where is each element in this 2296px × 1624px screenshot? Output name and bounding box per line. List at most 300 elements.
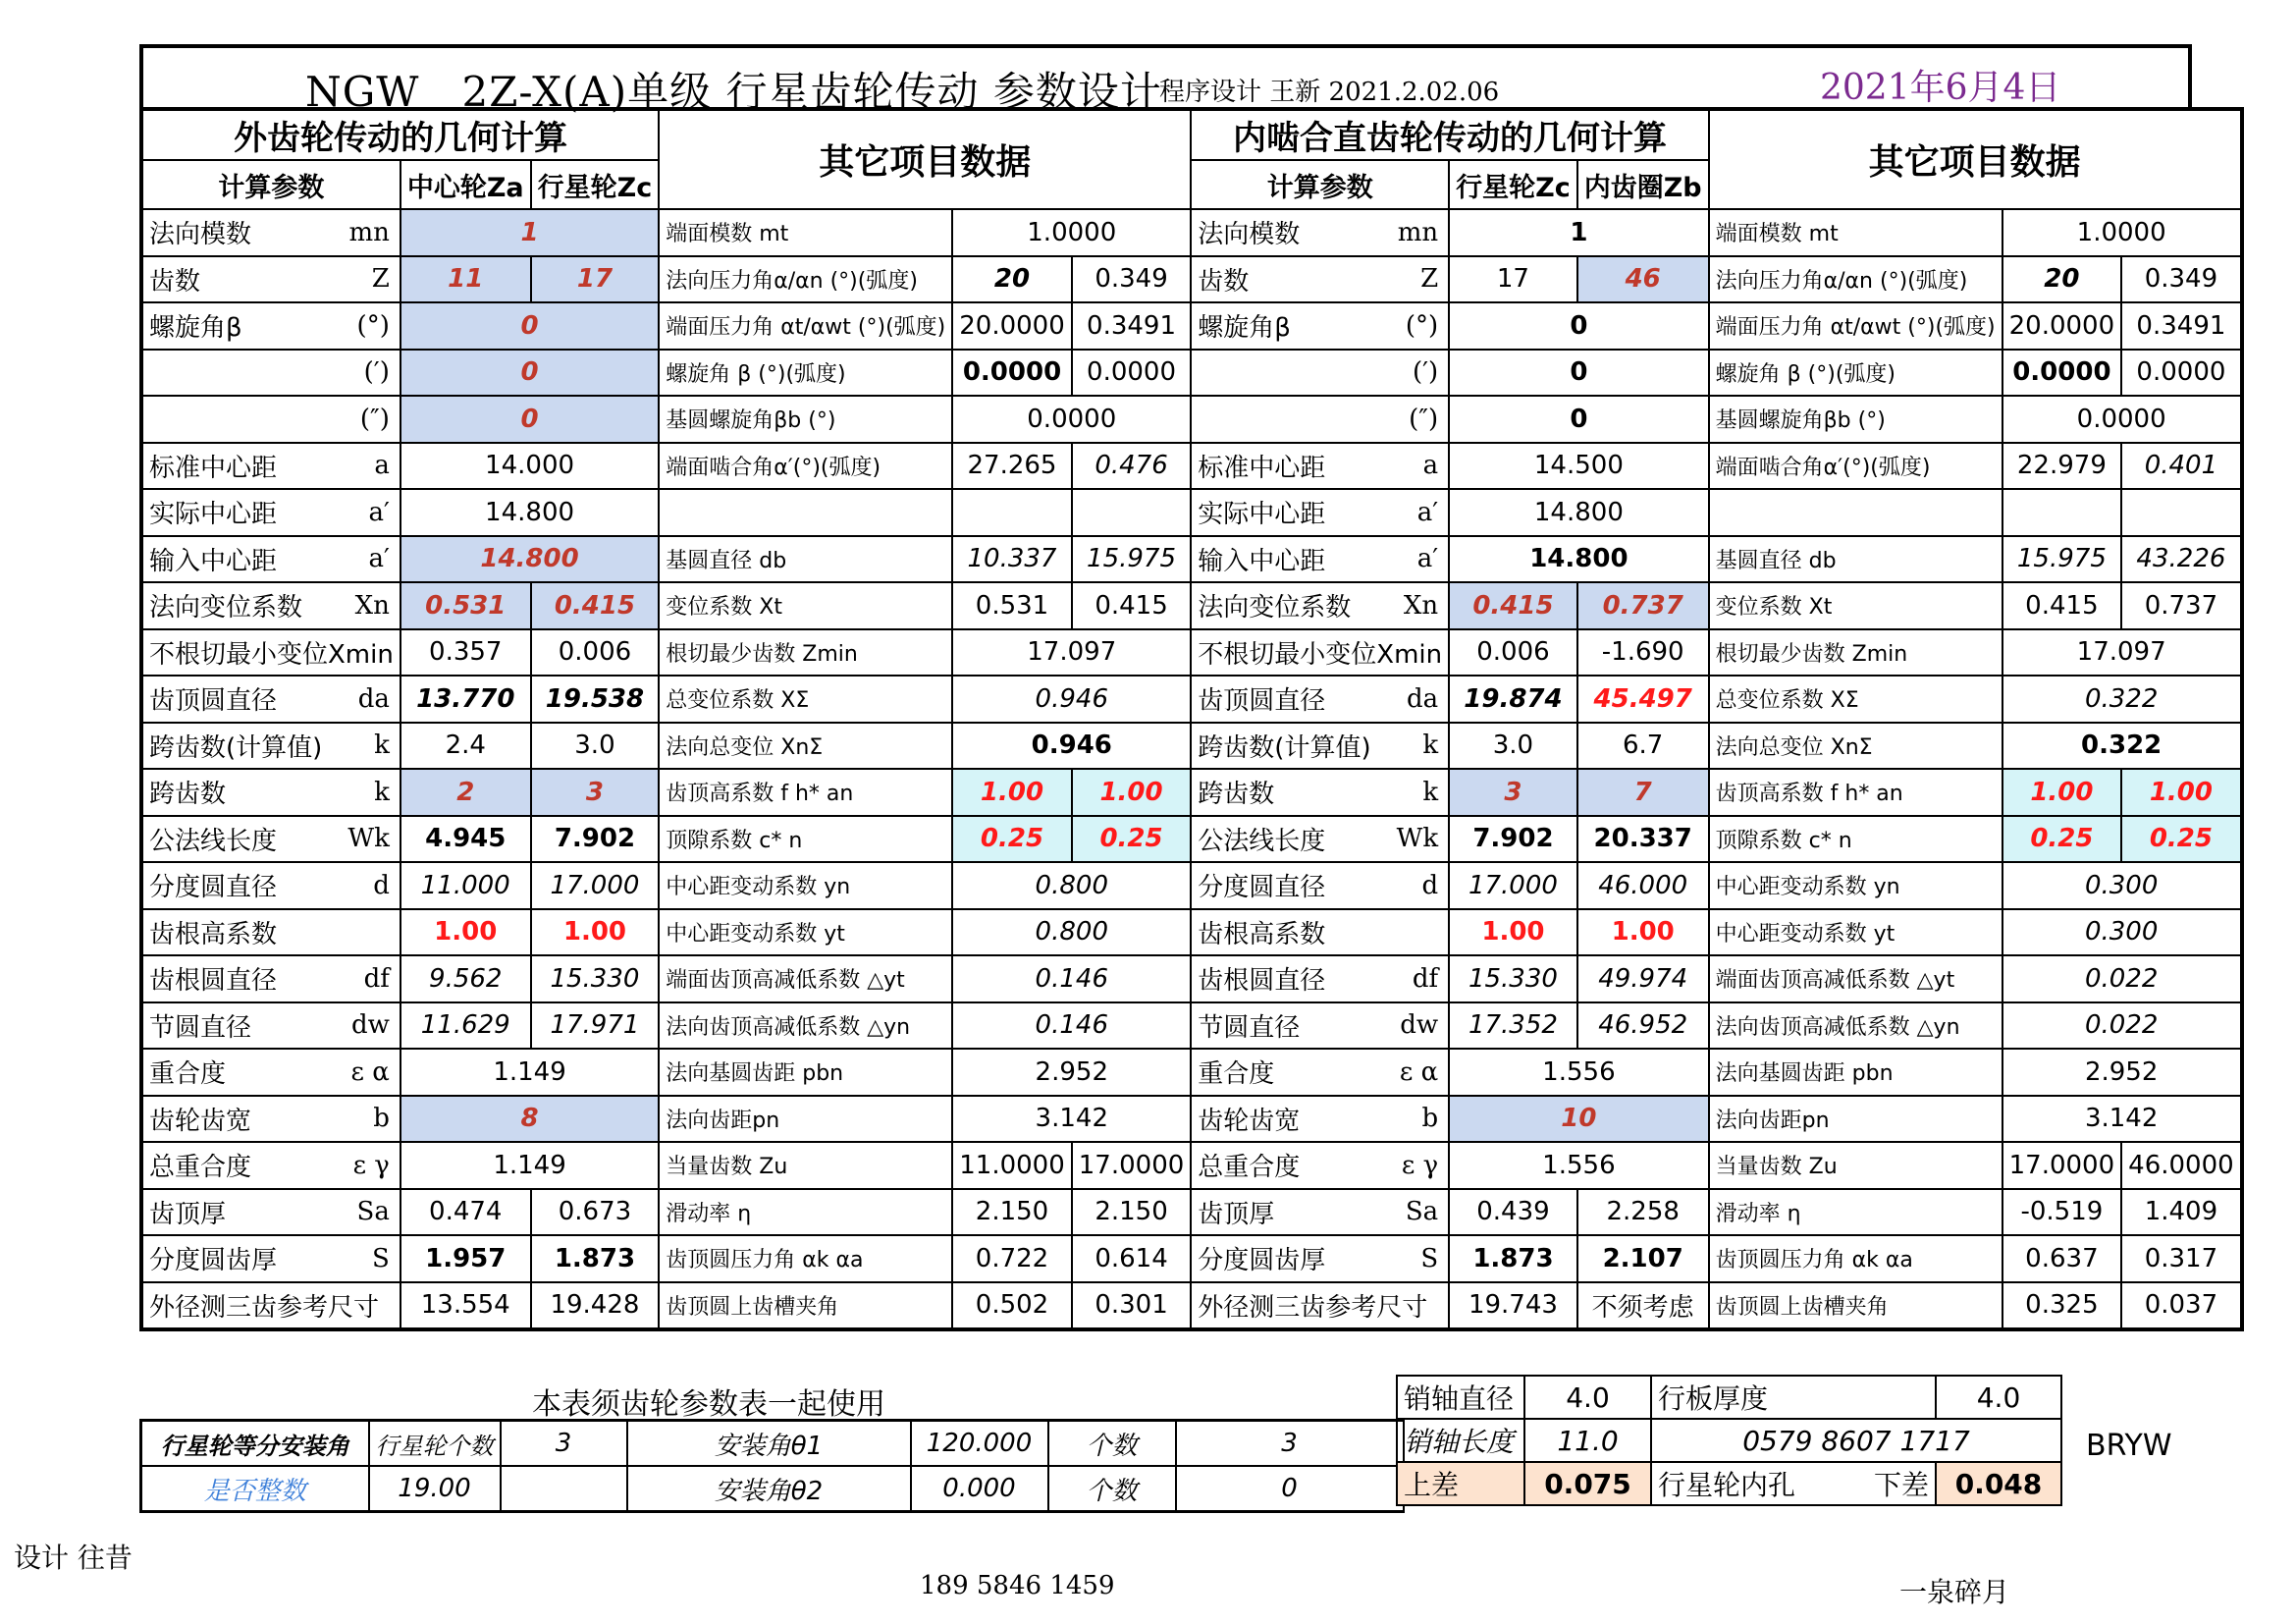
ext-other-value-2[interactable]: 0.25 bbox=[1072, 816, 1192, 863]
int-param-label-text: 法向模数 bbox=[1198, 220, 1301, 250]
ext-other-value-2 bbox=[1072, 489, 1192, 536]
count2-value: 0 bbox=[1176, 1466, 1404, 1512]
table-row bbox=[141, 443, 2242, 490]
int-value-zc[interactable]: 3 bbox=[1449, 769, 1577, 816]
int-param-label-unit: d bbox=[1421, 870, 1439, 900]
int-other-label: 变位系数 Xt bbox=[1709, 582, 2002, 629]
int-other-label: 法向齿距pn bbox=[1709, 1096, 2002, 1143]
int-param-label-text: 重合度 bbox=[1198, 1059, 1275, 1090]
int-other-label: 齿顶圆压力角 αk αa bbox=[1709, 1235, 2002, 1282]
int-value-merged: 1.556 bbox=[1449, 1049, 1709, 1096]
int-other-label: 基圆直径 db bbox=[1709, 536, 2002, 583]
int-other-label: 端面啮合角α′(°)(弧度) bbox=[1709, 443, 2002, 490]
int-param-label bbox=[1191, 1096, 1449, 1143]
int-other-value: 0.022 bbox=[2002, 955, 2242, 1002]
ext-param-label-text: 不根切最小变位Xmin bbox=[149, 639, 394, 670]
ext-value-za: 13.554 bbox=[400, 1282, 531, 1330]
ext-param-label-unit: d bbox=[373, 870, 390, 900]
ext-other-value: 17.097 bbox=[952, 629, 1191, 677]
table-row bbox=[141, 1142, 2242, 1189]
sheet-date: 2021年6月4日 bbox=[1820, 68, 2061, 108]
int-other-value: 1.0000 bbox=[2002, 209, 2242, 256]
int-param-label bbox=[1191, 302, 1449, 350]
int-other-value-2: 0.401 bbox=[2121, 443, 2242, 490]
int-other-value: 17.097 bbox=[2002, 629, 2242, 677]
empty-cell bbox=[501, 1466, 627, 1512]
ext-col-zc: 行星轮Zc bbox=[531, 160, 660, 209]
ext-other-label: 法向基圆齿距 pbn bbox=[659, 1049, 952, 1096]
ext-other-value-1[interactable]: 0.25 bbox=[952, 816, 1072, 863]
int-value-zb[interactable]: 46 bbox=[1577, 256, 1709, 303]
count1-value: 3 bbox=[1176, 1421, 1404, 1467]
int-other-value: 0.322 bbox=[2002, 676, 2242, 723]
upper-tol-label: 上差 bbox=[1397, 1462, 1524, 1505]
ext-param-label bbox=[141, 629, 400, 677]
int-value-merged: 14.800 bbox=[1449, 489, 1709, 536]
ext-param-label bbox=[141, 1002, 400, 1050]
int-param-label-unit: Z bbox=[1420, 264, 1439, 295]
ext-param-label-unit: S bbox=[372, 1243, 390, 1273]
int-param-label bbox=[1191, 582, 1449, 629]
int-other-title: 其它项目数据 bbox=[1709, 109, 2242, 209]
int-other-value-1: 0.415 bbox=[2002, 582, 2122, 629]
ext-param-label-unit: dw bbox=[350, 1010, 390, 1041]
table-row bbox=[141, 862, 2242, 909]
ext-param-label-text: 齿顶厚 bbox=[149, 1199, 227, 1229]
ext-other-value: 0.946 bbox=[952, 676, 1191, 723]
int-value-zb: 46.000 bbox=[1577, 862, 1709, 909]
int-other-label: 螺旋角 β (°)(弧度) bbox=[1709, 350, 2002, 397]
ext-value-za: 0.357 bbox=[400, 629, 531, 677]
ext-value-za[interactable]: 11 bbox=[400, 256, 531, 303]
ext-value-merged: 14.800 bbox=[400, 489, 659, 536]
pin-spec-table bbox=[1396, 1375, 2062, 1506]
lower-tol-label: 下差 bbox=[1873, 1469, 1929, 1501]
ext-param-label-unit: ε α bbox=[350, 1056, 390, 1087]
ext-param-label bbox=[141, 1142, 400, 1189]
brand-label: BRYW bbox=[2086, 1429, 2172, 1463]
int-other-value-2: 0.317 bbox=[2121, 1235, 2242, 1282]
ext-other-label: 端面压力角 αt/αwt (°)(弧度) bbox=[659, 302, 952, 350]
int-value-zc[interactable]: 0.415 bbox=[1449, 582, 1577, 629]
ext-param-label-unit: (°) bbox=[356, 310, 390, 341]
int-other-value-1: 17.0000 bbox=[2002, 1142, 2122, 1189]
int-other-value-2: 46.0000 bbox=[2121, 1142, 2242, 1189]
int-other-label: 基圆螺旋角βb (°) bbox=[1709, 396, 2002, 443]
int-param-label-unit: (°) bbox=[1405, 310, 1439, 341]
int-param-label-text: 齿轮齿宽 bbox=[1198, 1106, 1301, 1136]
int-param-label-text: 齿数 bbox=[1198, 266, 1250, 297]
ext-param-label bbox=[141, 1282, 400, 1330]
ext-other-value-1[interactable]: 1.00 bbox=[952, 769, 1072, 816]
ext-value-zc: 19.428 bbox=[531, 1282, 660, 1330]
ext-param-label-text: 齿根圆直径 bbox=[149, 966, 278, 997]
ext-param-label-text: 分度圆直径 bbox=[149, 873, 278, 903]
ext-param-label-text: 螺旋角β bbox=[149, 313, 242, 344]
int-param-label-unit: a′ bbox=[1416, 497, 1439, 527]
table-row bbox=[141, 676, 2242, 723]
int-param-label-text: 外径测三齿参考尺寸 bbox=[1198, 1292, 1428, 1323]
int-other-value-2: 0.737 bbox=[2121, 582, 2242, 629]
ext-other-value-2[interactable]: 1.00 bbox=[1072, 769, 1192, 816]
ext-param-label bbox=[141, 302, 400, 350]
table-row bbox=[141, 1049, 2242, 1096]
int-param-label-text: 齿顶圆直径 bbox=[1198, 686, 1326, 717]
int-value-zc: 17.000 bbox=[1449, 862, 1577, 909]
table-row bbox=[141, 769, 2242, 816]
ext-other-label: 滑动率 η bbox=[659, 1189, 952, 1236]
ext-value-merged: 14.000 bbox=[400, 443, 659, 490]
table-row bbox=[141, 396, 2242, 443]
author-line: 程序设计 王新 2021.2.02.06 bbox=[1159, 78, 1500, 107]
ext-param-label bbox=[141, 1189, 400, 1236]
int-param-label bbox=[1191, 350, 1449, 397]
table-row bbox=[141, 302, 2242, 350]
int-param-label-unit: da bbox=[1406, 683, 1439, 714]
ext-other-label: 根切最少齿数 Zmin bbox=[659, 629, 952, 677]
int-param-label-unit: Sa bbox=[1405, 1197, 1439, 1227]
ext-value-za[interactable]: 0.531 bbox=[400, 582, 531, 629]
int-value-merged: 0 bbox=[1449, 396, 1709, 443]
int-other-label: 法向总变位 XnΣ bbox=[1709, 723, 2002, 770]
table-row bbox=[141, 1235, 2242, 1282]
ext-param-label-text: 跨齿数 bbox=[149, 780, 227, 810]
int-param-label-unit: ε γ bbox=[1401, 1150, 1439, 1180]
int-value-merged: 0 bbox=[1449, 302, 1709, 350]
int-other-value-1: 20.0000 bbox=[2002, 302, 2122, 350]
int-param-label bbox=[1191, 862, 1449, 909]
int-value-zb: 2.107 bbox=[1577, 1235, 1709, 1282]
int-param-label-text: 节圆直径 bbox=[1198, 1012, 1301, 1043]
ext-other-value-2: 0.0000 bbox=[1072, 350, 1192, 397]
int-other-value: 2.952 bbox=[2002, 1049, 2242, 1096]
footer-note: 本表须齿轮参数表一起使用 bbox=[532, 1387, 885, 1422]
planet-count-label: 行星轮个数 bbox=[369, 1421, 501, 1467]
ext-col-za: 中心轮Za bbox=[400, 160, 531, 209]
pin-len-value[interactable]: 11.0 bbox=[1524, 1419, 1651, 1462]
ext-value-za: 11.629 bbox=[400, 1002, 531, 1050]
int-other-label bbox=[1709, 489, 2002, 536]
ext-value-merged[interactable]: 0 bbox=[400, 396, 659, 443]
int-param-header: 计算参数 bbox=[1191, 160, 1449, 209]
table-row bbox=[141, 909, 2242, 956]
table-row bbox=[141, 1189, 2242, 1236]
ext-value-zc[interactable]: 0.415 bbox=[531, 582, 660, 629]
int-param-label bbox=[1191, 1235, 1449, 1282]
ext-section-title: 外齿轮传动的几何计算 bbox=[141, 109, 659, 160]
table-row bbox=[141, 536, 2242, 583]
ext-other-label: 总变位系数 XΣ bbox=[659, 676, 952, 723]
int-param-label-text: 齿顶厚 bbox=[1198, 1199, 1275, 1229]
ext-param-label-unit: k bbox=[374, 777, 390, 807]
int-other-value-1: 0.325 bbox=[2002, 1282, 2122, 1330]
int-col-zc: 行星轮Zc bbox=[1449, 160, 1577, 209]
int-param-label-text: 实际中心距 bbox=[1198, 500, 1326, 530]
int-value-zc: 0.439 bbox=[1449, 1189, 1577, 1236]
int-value-zb[interactable]: 0.737 bbox=[1577, 582, 1709, 629]
int-other-value: 0.0000 bbox=[2002, 396, 2242, 443]
int-param-label bbox=[1191, 723, 1449, 770]
int-value-zb[interactable]: 7 bbox=[1577, 769, 1709, 816]
planet-count-value[interactable]: 3 bbox=[501, 1421, 627, 1467]
int-value-zb: 1.00 bbox=[1577, 909, 1709, 956]
table-row bbox=[141, 582, 2242, 629]
ext-other-label: 顶隙系数 c* n bbox=[659, 816, 952, 863]
int-param-label-text: 螺旋角β bbox=[1198, 313, 1291, 344]
ext-other-value-1: 20.0000 bbox=[952, 302, 1072, 350]
int-value-merged: 0 bbox=[1449, 350, 1709, 397]
theta2-label: 安装角θ2 bbox=[627, 1466, 911, 1512]
ext-value-za: 9.562 bbox=[400, 955, 531, 1002]
ext-other-label: 法向齿距pn bbox=[659, 1096, 952, 1143]
ext-value-zc: 0.006 bbox=[531, 629, 660, 677]
ext-other-value-1: 0.722 bbox=[952, 1235, 1072, 1282]
ext-param-label bbox=[141, 489, 400, 536]
int-other-label: 当量齿数 Zu bbox=[1709, 1142, 2002, 1189]
theta1-label: 安装角θ1 bbox=[627, 1421, 911, 1467]
ext-other-value-1: 11.0000 bbox=[952, 1142, 1072, 1189]
int-value-zb: -1.690 bbox=[1577, 629, 1709, 677]
ext-other-label: 齿顶圆压力角 αk αa bbox=[659, 1235, 952, 1282]
ext-value-za: 4.945 bbox=[400, 816, 531, 863]
int-param-label bbox=[1191, 955, 1449, 1002]
int-param-label bbox=[1191, 209, 1449, 256]
ext-param-label-unit: b bbox=[373, 1104, 390, 1134]
ext-other-label: 基圆直径 db bbox=[659, 536, 952, 583]
int-param-label bbox=[1191, 443, 1449, 490]
is-integer-label: 是否整数 bbox=[141, 1466, 369, 1512]
ext-other-value-1: 0.531 bbox=[952, 582, 1072, 629]
table-row bbox=[141, 1002, 2242, 1050]
ext-value-za[interactable]: 2 bbox=[400, 769, 531, 816]
int-other-value-1[interactable]: 0.25 bbox=[2002, 816, 2122, 863]
ext-param-label-text: 标准中心距 bbox=[149, 453, 278, 483]
ext-param-label-text: 实际中心距 bbox=[149, 500, 278, 530]
bore-text: 行星轮内孔 bbox=[1658, 1469, 1796, 1501]
int-value-zc: 19.874 bbox=[1449, 676, 1577, 723]
ext-other-value-1: 0.0000 bbox=[952, 350, 1072, 397]
ext-value-zc: 0.673 bbox=[531, 1189, 660, 1236]
ext-value-merged: 1.149 bbox=[400, 1049, 659, 1096]
int-other-value-1: 0.637 bbox=[2002, 1235, 2122, 1282]
ext-param-label-text: 公法线长度 bbox=[149, 826, 278, 856]
ext-param-label-text: 总重合度 bbox=[149, 1153, 252, 1183]
ext-value-za: 2.4 bbox=[400, 723, 531, 770]
ext-param-label bbox=[141, 443, 400, 490]
int-param-label-unit: Xn bbox=[1403, 590, 1439, 621]
ext-value-za: 0.474 bbox=[400, 1189, 531, 1236]
int-param-label-text: 标准中心距 bbox=[1198, 453, 1326, 483]
int-other-value-1: 22.979 bbox=[2002, 443, 2122, 490]
ext-value-merged[interactable]: 0 bbox=[400, 302, 659, 350]
int-other-value: 0.300 bbox=[2002, 862, 2242, 909]
int-other-value-1[interactable]: 1.00 bbox=[2002, 769, 2122, 816]
ext-param-label-text: 齿根高系数 bbox=[149, 919, 278, 949]
int-param-label-text: 齿根圆直径 bbox=[1198, 966, 1326, 997]
int-param-label bbox=[1191, 256, 1449, 303]
table-row bbox=[141, 209, 2242, 256]
int-value-zc: 17 bbox=[1449, 256, 1577, 303]
int-other-value-1: 20 bbox=[2002, 256, 2122, 303]
int-other-label: 端面齿顶高减低系数 △yt bbox=[1709, 955, 2002, 1002]
ext-other-value: 0.146 bbox=[952, 955, 1191, 1002]
ext-value-zc: 7.902 bbox=[531, 816, 660, 863]
plate-value[interactable]: 4.0 bbox=[1936, 1376, 2061, 1419]
int-param-label-unit: S bbox=[1420, 1243, 1439, 1273]
int-value-merged[interactable]: 10 bbox=[1449, 1096, 1709, 1143]
int-value-zc: 0.006 bbox=[1449, 629, 1577, 677]
ext-param-label-text: 跨齿数(计算值) bbox=[149, 732, 323, 763]
install-angle-label: 行星轮等分安装角 bbox=[141, 1421, 369, 1467]
ext-value-za: 11.000 bbox=[400, 862, 531, 909]
int-param-label-text: 齿根高系数 bbox=[1198, 919, 1326, 949]
ext-other-label: 法向压力角α/αn (°)(弧度) bbox=[659, 256, 952, 303]
int-value-zc: 3.0 bbox=[1449, 723, 1577, 770]
ext-value-zc: 19.538 bbox=[531, 676, 660, 723]
int-other-value-2: 0.3491 bbox=[2121, 302, 2242, 350]
int-section-title: 内啮合直齿轮传动的几何计算 bbox=[1191, 109, 1708, 160]
ext-other-value-2: 2.150 bbox=[1072, 1189, 1192, 1236]
int-param-label bbox=[1191, 909, 1449, 956]
int-param-label-unit: df bbox=[1412, 963, 1439, 994]
ext-value-merged[interactable]: 1 bbox=[400, 209, 659, 256]
table-row bbox=[141, 350, 2242, 397]
ext-other-value: 0.0000 bbox=[952, 396, 1191, 443]
ext-value-za: 1.957 bbox=[400, 1235, 531, 1282]
theta2-value: 0.000 bbox=[911, 1466, 1048, 1512]
ext-param-label bbox=[141, 1049, 400, 1096]
title-bar bbox=[139, 44, 2192, 116]
ext-other-value: 1.0000 bbox=[952, 209, 1191, 256]
int-value-merged: 14.800 bbox=[1449, 536, 1709, 583]
int-param-label bbox=[1191, 1002, 1449, 1050]
ext-param-label bbox=[141, 1235, 400, 1282]
table-row bbox=[141, 629, 2242, 677]
int-other-label: 中心距变动系数 yn bbox=[1709, 862, 2002, 909]
int-param-label-text: 跨齿数(计算值) bbox=[1198, 732, 1371, 763]
int-param-label-unit: (′) bbox=[1412, 357, 1439, 388]
int-other-label: 齿顶圆上齿槽夹角 bbox=[1709, 1282, 2002, 1330]
int-other-value-2[interactable]: 0.25 bbox=[2121, 816, 2242, 863]
ext-other-value-2: 17.0000 bbox=[1072, 1142, 1192, 1189]
ext-param-label-unit: mn bbox=[348, 217, 390, 247]
int-param-label bbox=[1191, 489, 1449, 536]
ext-value-merged[interactable]: 8 bbox=[400, 1096, 659, 1143]
ext-other-label: 中心距变动系数 yt bbox=[659, 909, 952, 956]
ext-other-value-1 bbox=[952, 489, 1072, 536]
ext-other-value-1: 27.265 bbox=[952, 443, 1072, 490]
ext-value-zc[interactable]: 17 bbox=[531, 256, 660, 303]
int-param-label-unit: b bbox=[1421, 1104, 1439, 1134]
ext-param-label-text: 齿数 bbox=[149, 266, 201, 297]
int-value-merged: 1 bbox=[1449, 209, 1709, 256]
int-other-value-1: 0.0000 bbox=[2002, 350, 2122, 397]
int-other-value-2: 0.0000 bbox=[2121, 350, 2242, 397]
table-row bbox=[141, 489, 2242, 536]
int-param-label-text: 不根切最小变位Xmin bbox=[1198, 639, 1443, 670]
int-value-zb: 20.337 bbox=[1577, 816, 1709, 863]
ext-other-value-2: 0.614 bbox=[1072, 1235, 1192, 1282]
int-other-label: 端面压力角 αt/αwt (°)(弧度) bbox=[1709, 302, 2002, 350]
ext-param-label-text: 齿轮齿宽 bbox=[149, 1106, 252, 1136]
ext-value-merged[interactable]: 14.800 bbox=[400, 536, 659, 583]
ext-other-value-2: 0.349 bbox=[1072, 256, 1192, 303]
int-param-label-text: 分度圆直径 bbox=[1198, 873, 1326, 903]
ext-param-label bbox=[141, 350, 400, 397]
int-other-label: 法向基圆齿距 pbn bbox=[1709, 1049, 2002, 1096]
int-param-label bbox=[1191, 1142, 1449, 1189]
designer-phone: 189 5846 1459 bbox=[920, 1571, 1115, 1600]
int-value-zc: 7.902 bbox=[1449, 816, 1577, 863]
int-other-value: 0.322 bbox=[2002, 723, 2242, 770]
int-param-label-unit: k bbox=[1422, 731, 1439, 761]
lower-tol-value[interactable]: 0.048 bbox=[1936, 1462, 2061, 1505]
upper-tol-value[interactable]: 0.075 bbox=[1524, 1462, 1651, 1505]
ext-param-label-text: 输入中心距 bbox=[149, 546, 278, 576]
ext-other-label: 法向总变位 XnΣ bbox=[659, 723, 952, 770]
ext-value-zc[interactable]: 3 bbox=[531, 769, 660, 816]
table-row bbox=[141, 1282, 2242, 1330]
int-other-label: 端面模数 mt bbox=[1709, 209, 2002, 256]
ext-param-label-text: 齿顶圆直径 bbox=[149, 686, 278, 717]
sheet-title: NGW 2Z-X(A)单级 行星齿轮传动 参数设计 bbox=[305, 68, 1162, 116]
int-param-label bbox=[1191, 676, 1449, 723]
ext-param-label-unit: (″) bbox=[359, 404, 390, 434]
pin-len-label: 销轴长度 bbox=[1397, 1419, 1524, 1462]
int-param-label-text: 法向变位系数 bbox=[1198, 593, 1352, 623]
ext-other-value: 2.952 bbox=[952, 1049, 1191, 1096]
int-param-label-unit: a′ bbox=[1416, 544, 1439, 574]
ext-param-label-text: 法向变位系数 bbox=[149, 593, 303, 623]
ext-other-value: 3.142 bbox=[952, 1096, 1191, 1143]
plate-label: 行板厚度 bbox=[1651, 1376, 1936, 1419]
int-other-label: 中心距变动系数 yt bbox=[1709, 909, 2002, 956]
int-other-value-2[interactable]: 1.00 bbox=[2121, 769, 2242, 816]
bore-label bbox=[1651, 1462, 1936, 1505]
ext-param-label bbox=[141, 396, 400, 443]
ext-other-value-2: 0.476 bbox=[1072, 443, 1192, 490]
int-other-label: 顶隙系数 c* n bbox=[1709, 816, 2002, 863]
int-param-label-unit: ε α bbox=[1399, 1056, 1439, 1087]
int-other-value-1: 15.975 bbox=[2002, 536, 2122, 583]
int-other-label: 滑动率 η bbox=[1709, 1189, 2002, 1236]
ext-param-label-unit: Wk bbox=[347, 824, 390, 854]
int-col-zb: 内齿圈Zb bbox=[1577, 160, 1709, 209]
ext-other-label: 端面模数 mt bbox=[659, 209, 952, 256]
ext-other-label: 端面啮合角α′(°)(弧度) bbox=[659, 443, 952, 490]
ext-other-label bbox=[659, 489, 952, 536]
ext-param-label-unit: ε γ bbox=[352, 1150, 390, 1180]
int-param-label-text: 输入中心距 bbox=[1198, 546, 1326, 576]
ext-value-zc: 3.0 bbox=[531, 723, 660, 770]
ext-other-value-2: 0.301 bbox=[1072, 1282, 1192, 1330]
ext-param-label-unit: a′ bbox=[368, 497, 390, 527]
int-value-zb: 2.258 bbox=[1577, 1189, 1709, 1236]
pin-dia-value[interactable]: 4.0 bbox=[1524, 1376, 1651, 1419]
int-other-value-2: 0.349 bbox=[2121, 256, 2242, 303]
int-param-label bbox=[1191, 1049, 1449, 1096]
int-param-label bbox=[1191, 396, 1449, 443]
ext-param-label-unit: Xn bbox=[354, 590, 390, 621]
ext-other-label: 齿顶圆上齿槽夹角 bbox=[659, 1282, 952, 1330]
ext-other-title: 其它项目数据 bbox=[659, 109, 1191, 209]
int-param-label bbox=[1191, 536, 1449, 583]
ext-value-merged[interactable]: 0 bbox=[400, 350, 659, 397]
int-param-label-unit: dw bbox=[1400, 1010, 1439, 1041]
ext-param-label bbox=[141, 209, 400, 256]
ext-other-value: 0.800 bbox=[952, 909, 1191, 956]
int-param-label bbox=[1191, 1189, 1449, 1236]
